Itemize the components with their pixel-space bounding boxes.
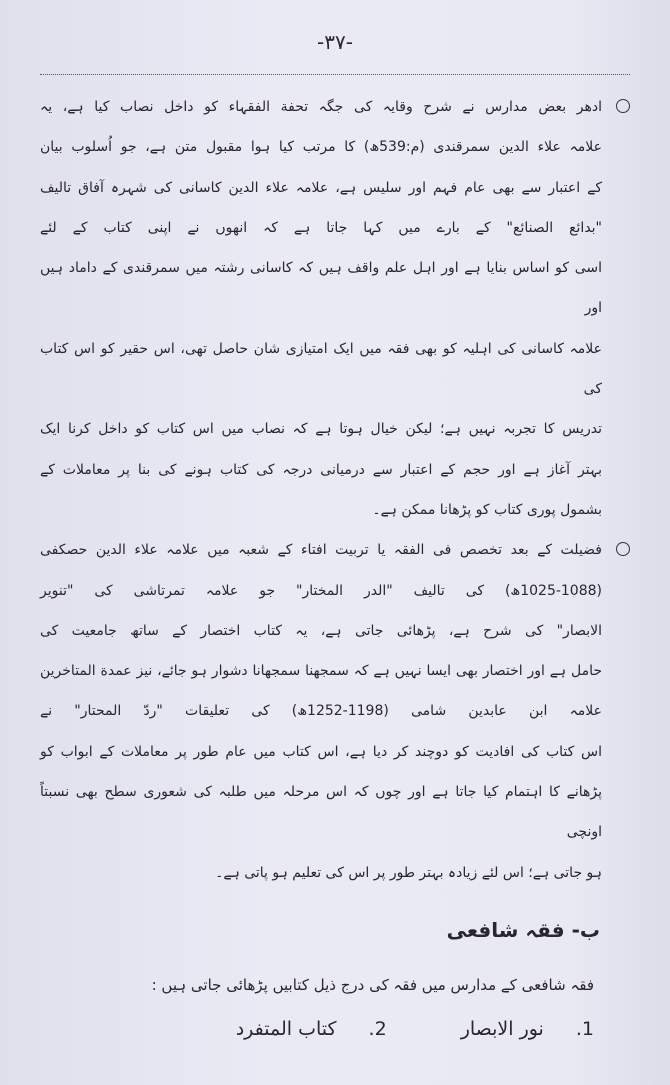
text-line: بشمول پوری کتاب کو پڑھانا ممکن ہے۔ <box>372 501 602 518</box>
text-line: کے اعتبار سے بھی عام فہم اور سلیس ہے، علامہ علاء الدین کاسانی کی شہرہ آفاق تالیف <box>40 179 602 196</box>
list-number: 1. <box>575 1017 594 1040</box>
text-line: ادھر بعض مدارس نے شرح وقایہ کی جگہ تحفة الفقہاء کو داخل نصاب کیا ہے، یہ <box>40 99 602 115</box>
text-line: حامل ہے اور اختصار بھی ایسا نہیں ہے کہ سمجھنا سمجھانا دشوار ہو جائے، نیز عمدة المتاخرین <box>40 663 602 680</box>
paragraph-2 <box>40 530 630 893</box>
text-line: اس کتاب کی افادیت کو دوچند کر دیا ہے، اس کتاب میں عام طور پر معاملات کے ابواب کو <box>40 743 602 760</box>
text-line: "بدائع الصنائع" کے بارے میں کہا جاتا ہے کہ انھوں نے اپنی کتاب کے لئے <box>40 219 602 236</box>
text-line: فضیلت کے بعد تخصص فی الفقہ یا تربیت افتاء کے شعبہ میں علامہ علاء الدین حصکفی <box>40 542 602 559</box>
text-line: بہتر آغاز ہے اور حجم کے اعتبار سے درمیانی درجہ کی کتاب ہونے کی بنا پر معاملات کے <box>40 461 602 478</box>
text-line: علامہ کاسانی کی اہلیہ کو بھی فقہ میں ایک امتیازی شان حاصل تھی، اس حقیر کو اس کتاب کی <box>40 340 602 398</box>
bullet-circle-icon <box>616 542 630 556</box>
text-line: تدریس کا تجربہ نہیں ہے؛ لیکن خیال ہوتا ہے کہ نصاب میں اس کتاب کو داخل کرنا ایک <box>40 421 602 438</box>
text-line: پڑھانے کا اہتمام کیا جاتا ہے اور چوں کہ اس مرحلہ میں طلبہ کی شعوری سطح بھی نسبتاً اونچی <box>40 784 602 841</box>
text-line: علامہ ابن عابدین شامی (1198-1252ھ) کی تعلیقات "ردّ المحتار" نے <box>40 703 602 720</box>
text-line: (1025-1088ھ) کی تالیف "الدر المختار" جو علامہ تمرتاشی کی "تنویر <box>40 582 602 599</box>
section-heading: ب- فقہ شافعی <box>446 917 600 942</box>
list-item: نور الابصار <box>460 1017 544 1040</box>
list-number: 2. <box>368 1017 387 1040</box>
bullet-circle-icon <box>616 99 630 113</box>
text-line: الابصار" کی شرح ہے، پڑھائی جاتی ہے، یہ کتاب اختصار کے ساتھ جامعیت کی <box>40 622 602 639</box>
text-line: اسی کو اساس بنایا ہے اور اہل علم واقف ہیں کہ کاسانی رشتہ میں سمرقندی کے داماد ہیں اور <box>40 260 602 317</box>
list-item: کتاب المتفرد <box>235 1017 337 1040</box>
page-number: -٣٧- <box>317 30 353 54</box>
header-divider <box>40 74 630 75</box>
paragraph-1 <box>40 87 630 530</box>
text-line: ہو جاتی ہے؛ اس لئے زیادہ بہتر طور پر اس کی تعلیم ہو پاتی ہے۔ <box>215 864 602 881</box>
text-line: علامہ علاء الدین سمرقندی (م:539ھ) کا مرتب کیا ہوا مقبول متن ہے، جو اُسلوب بیان <box>40 139 602 156</box>
section-intro: فقہ شافعی کے مدارس میں فقہ کی درج ذیل کتابیں پڑھائی جاتی ہیں : <box>151 975 594 994</box>
book-list <box>40 1013 594 1045</box>
